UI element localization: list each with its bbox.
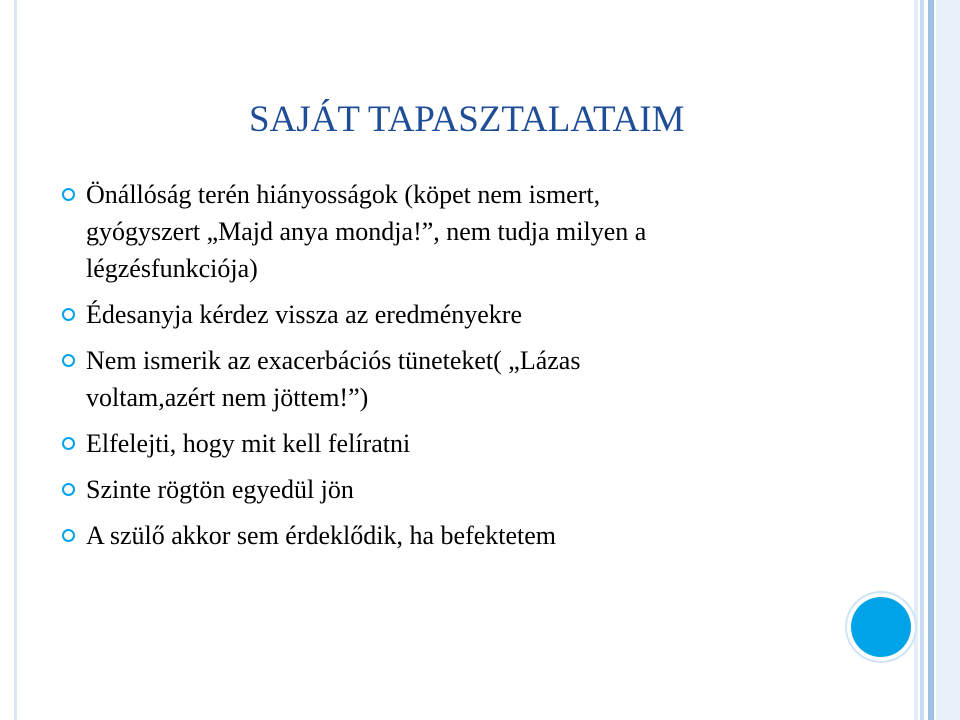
bullet-item: [62, 517, 882, 554]
bullet-item: [62, 176, 882, 287]
ring-bullet-icon: [62, 308, 75, 321]
bullet-item: [62, 471, 882, 508]
bullet-list: [62, 176, 882, 554]
bullet-line: A szülő akkor sem érdeklődik, ha befektetem: [86, 521, 557, 550]
bullet-line: légzésfunkciója): [86, 254, 258, 283]
bullet-item: [62, 296, 882, 333]
right-stripe-1: [914, 0, 918, 720]
ring-bullet-icon: [62, 529, 75, 542]
bullet-line: voltam,azért nem jöttem!”): [86, 383, 369, 412]
left-decorative-rule: [14, 0, 17, 720]
bullet-item: [62, 425, 882, 462]
ring-bullet-icon: [62, 354, 75, 367]
bullet-line: Elfelejti, hogy mit kell felíratni: [86, 429, 411, 458]
bullet-line: Önállóság terén hiányosságok (köpet nem ismert,: [86, 180, 601, 209]
ring-bullet-icon: [62, 483, 75, 496]
right-stripe-2: [920, 0, 924, 720]
right-stripe-3: [928, 0, 934, 720]
right-stripe-4: [936, 0, 960, 720]
decorative-circle: [851, 597, 911, 657]
bullet-line: Nem ismerik az exacerbációs tüneteket( „Lázas: [86, 346, 581, 375]
bullet-line: Szinte rögtön egyedül jön: [86, 475, 354, 504]
bullet-item: [62, 342, 882, 416]
ring-bullet-icon: [62, 188, 75, 201]
slide-title: SAJÁT TAPASZTALATAIM: [249, 99, 685, 140]
ring-bullet-icon: [62, 437, 75, 450]
bullet-line: gyógyszert „Majd anya mondja!”, nem tudja milyen a: [86, 217, 647, 246]
bullet-line: Édesanyja kérdez vissza az eredményekre: [86, 300, 522, 329]
